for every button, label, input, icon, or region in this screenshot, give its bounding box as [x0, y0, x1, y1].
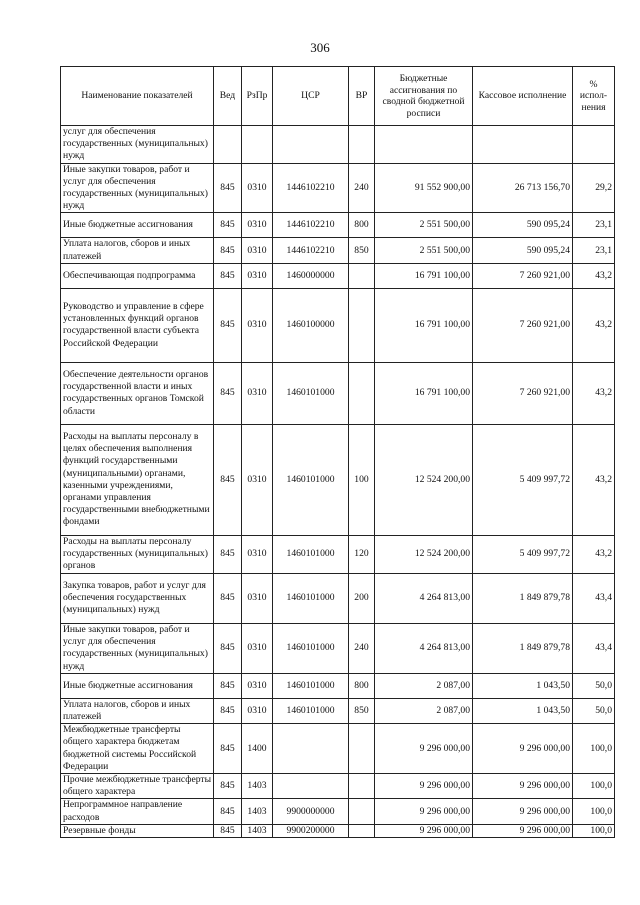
cell-csr	[273, 774, 349, 799]
header-rzpr: РзПр	[242, 67, 273, 126]
cell-percent	[573, 126, 615, 164]
cell-rzpr: 0310	[242, 362, 273, 424]
cell-name: Уплата налогов, сборов и иных платежей	[61, 238, 214, 263]
cell-budget: 16 791 100,00	[375, 288, 473, 362]
cell-name: Закупка товаров, работ и услуг для обеспечения государственных (муниципальных) нужд	[61, 573, 214, 623]
cell-budget: 9 296 000,00	[375, 799, 473, 824]
table-row	[61, 535, 615, 573]
cell-csr: 1446102210	[273, 213, 349, 238]
cell-vr: 800	[349, 673, 375, 698]
header-vr: ВР	[349, 67, 375, 126]
cell-vr	[349, 774, 375, 799]
table-row	[61, 288, 615, 362]
cell-csr: 9900000000	[273, 799, 349, 824]
cell-name: Обеспечивающая подпрограмма	[61, 263, 214, 288]
cell-cash: 7 260 921,00	[473, 263, 573, 288]
header-name: Наименование показателей	[61, 67, 214, 126]
cell-budget: 12 524 200,00	[375, 424, 473, 535]
cell-vr	[349, 362, 375, 424]
cell-cash: 5 409 997,72	[473, 424, 573, 535]
cell-rzpr	[242, 126, 273, 164]
cell-csr	[273, 126, 349, 164]
cell-ved: 845	[214, 535, 242, 573]
cell-cash: 590 095,24	[473, 238, 573, 263]
table-row	[61, 573, 615, 623]
cell-rzpr: 0310	[242, 238, 273, 263]
cell-cash: 1 043,50	[473, 673, 573, 698]
cell-vr: 800	[349, 213, 375, 238]
cell-csr: 1460101000	[273, 362, 349, 424]
header-ved: Вед	[214, 67, 242, 126]
cell-ved: 845	[214, 263, 242, 288]
cell-rzpr: 0310	[242, 263, 273, 288]
cell-budget: 12 524 200,00	[375, 535, 473, 573]
cell-name: Иные бюджетные ассигнования	[61, 673, 214, 698]
table-row	[61, 724, 615, 774]
cell-cash: 9 296 000,00	[473, 724, 573, 774]
cell-csr: 1446102210	[273, 238, 349, 263]
cell-csr	[273, 724, 349, 774]
cell-ved: 845	[214, 724, 242, 774]
table-row	[61, 238, 615, 263]
cell-vr: 240	[349, 623, 375, 673]
cell-rzpr: 1403	[242, 799, 273, 824]
cell-vr	[349, 724, 375, 774]
cell-ved: 845	[214, 213, 242, 238]
table-body	[61, 126, 615, 838]
cell-rzpr: 0310	[242, 673, 273, 698]
cell-percent: 43,2	[573, 362, 615, 424]
cell-vr: 850	[349, 238, 375, 263]
cell-cash: 9 296 000,00	[473, 799, 573, 824]
cell-rzpr: 0310	[242, 424, 273, 535]
cell-cash: 590 095,24	[473, 213, 573, 238]
cell-cash: 1 043,50	[473, 698, 573, 723]
cell-vr: 850	[349, 698, 375, 723]
cell-csr: 1460101000	[273, 673, 349, 698]
cell-percent: 50,0	[573, 673, 615, 698]
cell-budget: 16 791 100,00	[375, 263, 473, 288]
cell-percent: 43,2	[573, 288, 615, 362]
table-row	[61, 824, 615, 837]
cell-percent: 43,4	[573, 573, 615, 623]
cell-name: Прочие межбюджетные трансферты общего характера	[61, 774, 214, 799]
cell-name: услуг для обеспечения государственных (муниципальных) нужд	[61, 126, 214, 164]
cell-budget: 16 791 100,00	[375, 362, 473, 424]
cell-name: Расходы на выплаты персоналу государственных (муниципальных) органов	[61, 535, 214, 573]
cell-vr: 240	[349, 163, 375, 213]
table-row	[61, 362, 615, 424]
cell-ved: 845	[214, 673, 242, 698]
cell-percent: 100,0	[573, 799, 615, 824]
table-row	[61, 799, 615, 824]
cell-cash: 9 296 000,00	[473, 774, 573, 799]
cell-percent: 100,0	[573, 774, 615, 799]
cell-name: Иные закупки товаров, работ и услуг для обеспечения государственных (муниципальных) нужд	[61, 163, 214, 213]
table-row	[61, 698, 615, 723]
cell-budget: 9 296 000,00	[375, 724, 473, 774]
table-header-row	[61, 67, 615, 126]
table-row	[61, 263, 615, 288]
cell-ved: 845	[214, 163, 242, 213]
cell-cash: 5 409 997,72	[473, 535, 573, 573]
cell-name: Резервные фонды	[61, 824, 214, 837]
cell-percent: 23,1	[573, 213, 615, 238]
cell-rzpr: 0310	[242, 288, 273, 362]
cell-name: Непрограммное направление расходов	[61, 799, 214, 824]
cell-ved: 845	[214, 362, 242, 424]
cell-rzpr: 0310	[242, 163, 273, 213]
cell-ved: 845	[214, 824, 242, 837]
cell-cash	[473, 126, 573, 164]
cell-ved: 845	[214, 799, 242, 824]
table-row	[61, 163, 615, 213]
table-row	[61, 623, 615, 673]
cell-csr: 1460101000	[273, 535, 349, 573]
cell-percent: 43,2	[573, 535, 615, 573]
cell-cash: 26 713 156,70	[473, 163, 573, 213]
cell-cash: 1 849 879,78	[473, 623, 573, 673]
cell-percent: 50,0	[573, 698, 615, 723]
cell-csr: 1460101000	[273, 623, 349, 673]
table-row	[61, 424, 615, 535]
cell-ved	[214, 126, 242, 164]
cell-cash: 7 260 921,00	[473, 362, 573, 424]
cell-rzpr: 0310	[242, 698, 273, 723]
cell-ved: 845	[214, 698, 242, 723]
cell-name: Иные закупки товаров, работ и услуг для обеспечения государственных (муниципальных) нужд	[61, 623, 214, 673]
cell-budget: 4 264 813,00	[375, 623, 473, 673]
cell-percent: 100,0	[573, 824, 615, 837]
cell-rzpr: 1403	[242, 824, 273, 837]
page-number: 306	[310, 40, 330, 55]
cell-csr: 1460101000	[273, 424, 349, 535]
cell-name: Межбюджетные трансферты общего характера бюджетам бюджетной системы Российской Федерации	[61, 724, 214, 774]
cell-percent: 43,2	[573, 263, 615, 288]
cell-budget: 4 264 813,00	[375, 573, 473, 623]
cell-ved: 845	[214, 774, 242, 799]
cell-ved: 845	[214, 288, 242, 362]
cell-budget: 2 087,00	[375, 698, 473, 723]
cell-name: Обеспечение деятельности органов государственной власти и иных государственных органов Томской области	[61, 362, 214, 424]
cell-vr	[349, 288, 375, 362]
cell-ved: 845	[214, 623, 242, 673]
table-row	[61, 213, 615, 238]
cell-csr: 9900200000	[273, 824, 349, 837]
header-cash: Кассовое исполнение	[473, 67, 573, 126]
cell-csr: 1446102210	[273, 163, 349, 213]
cell-name: Иные бюджетные ассигнования	[61, 213, 214, 238]
cell-cash: 1 849 879,78	[473, 573, 573, 623]
cell-percent: 100,0	[573, 724, 615, 774]
cell-vr	[349, 263, 375, 288]
cell-rzpr: 1400	[242, 724, 273, 774]
cell-rzpr: 0310	[242, 213, 273, 238]
table-row	[61, 673, 615, 698]
cell-rzpr: 1403	[242, 774, 273, 799]
cell-rzpr: 0310	[242, 623, 273, 673]
cell-csr: 1460000000	[273, 263, 349, 288]
cell-percent: 29,2	[573, 163, 615, 213]
header-percent: % испол-нения	[573, 67, 615, 126]
cell-name: Расходы на выплаты персоналу в целях обеспечения выполнения функций государственными (муниципальными) органами, казенными учреждениями, органами управления государственными внебюджетными фондами	[61, 424, 214, 535]
cell-csr: 1460101000	[273, 573, 349, 623]
cell-vr: 200	[349, 573, 375, 623]
header-csr: ЦСР	[273, 67, 349, 126]
cell-percent: 23,1	[573, 238, 615, 263]
cell-ved: 845	[214, 238, 242, 263]
table-row	[61, 774, 615, 799]
cell-budget	[375, 126, 473, 164]
budget-execution-table	[60, 66, 615, 838]
cell-vr	[349, 824, 375, 837]
cell-budget: 2 551 500,00	[375, 213, 473, 238]
cell-budget: 9 296 000,00	[375, 774, 473, 799]
cell-cash: 9 296 000,00	[473, 824, 573, 837]
cell-budget: 2 087,00	[375, 673, 473, 698]
cell-cash: 7 260 921,00	[473, 288, 573, 362]
cell-ved: 845	[214, 573, 242, 623]
cell-percent: 43,4	[573, 623, 615, 673]
cell-percent: 43,2	[573, 424, 615, 535]
cell-budget: 9 296 000,00	[375, 824, 473, 837]
cell-ved: 845	[214, 424, 242, 535]
cell-name: Уплата налогов, сборов и иных платежей	[61, 698, 214, 723]
cell-vr: 100	[349, 424, 375, 535]
cell-csr: 1460100000	[273, 288, 349, 362]
cell-vr	[349, 126, 375, 164]
cell-rzpr: 0310	[242, 573, 273, 623]
cell-budget: 2 551 500,00	[375, 238, 473, 263]
cell-vr	[349, 799, 375, 824]
cell-rzpr: 0310	[242, 535, 273, 573]
cell-budget: 91 552 900,00	[375, 163, 473, 213]
cell-csr: 1460101000	[273, 698, 349, 723]
cell-name: Руководство и управление в сфере установленных функций органов государственной власти субъекта Российской Федерации	[61, 288, 214, 362]
table-row	[61, 126, 615, 164]
header-budget: Бюджетные ассигнования по сводной бюджетной росписи	[375, 67, 473, 126]
cell-vr: 120	[349, 535, 375, 573]
